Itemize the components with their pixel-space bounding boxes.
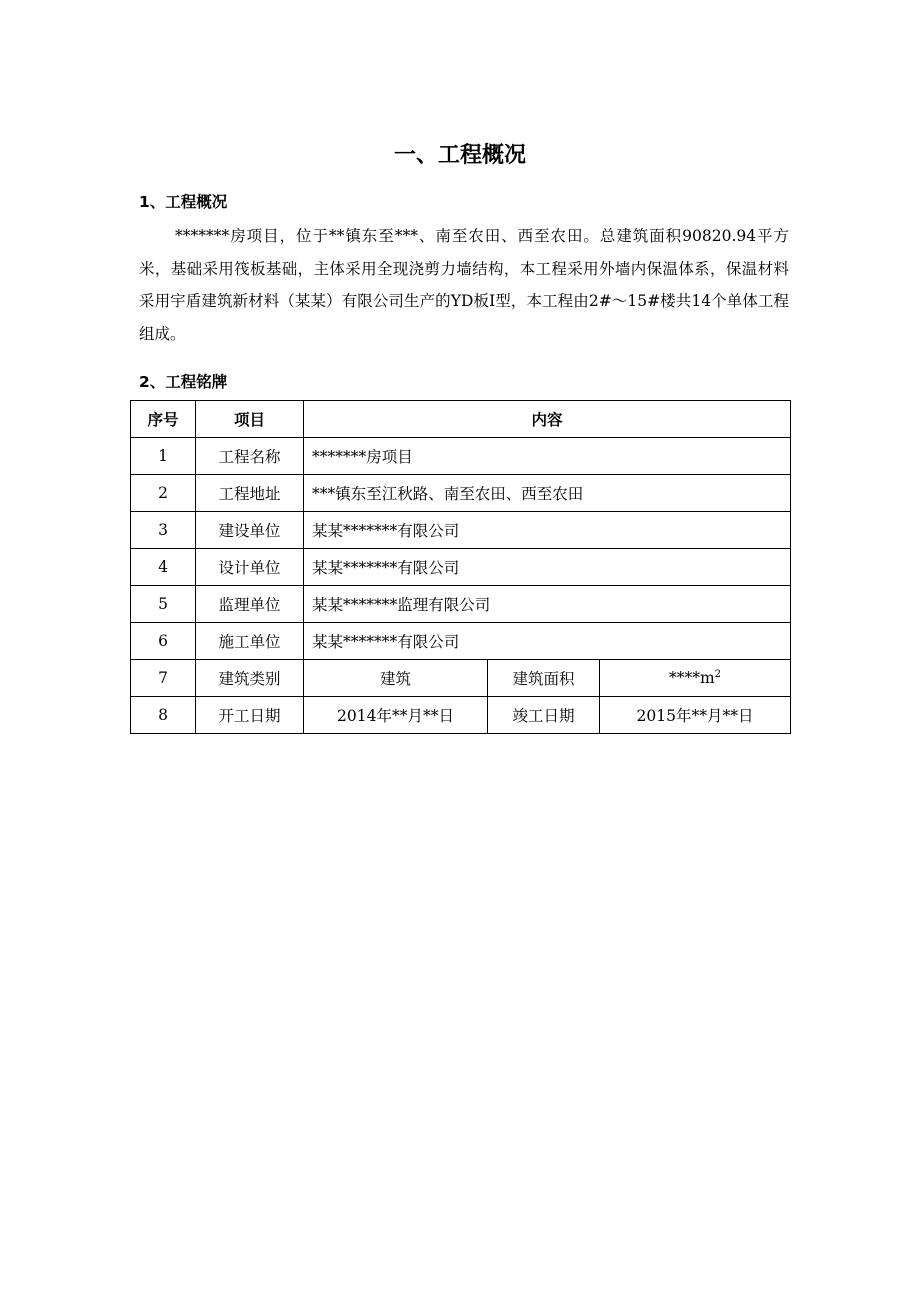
header-no: 序号: [131, 401, 196, 438]
row-no: 6: [131, 623, 196, 660]
table-row: [131, 623, 791, 660]
table-row: [131, 586, 791, 623]
row-content: 某某*******有限公司: [304, 512, 791, 549]
row-content: 某某*******有限公司: [304, 623, 791, 660]
table-row: [131, 697, 791, 734]
building-area-label: 建筑面积: [488, 660, 600, 697]
start-date-value: 2014年**月**日: [304, 697, 488, 734]
page-title: 一、工程概况: [393, 143, 526, 168]
row-item: 建筑类别: [196, 660, 304, 697]
row-no: 7: [131, 660, 196, 697]
building-area-number: ****m: [668, 669, 715, 688]
row-no: 4: [131, 549, 196, 586]
row-no: 3: [131, 512, 196, 549]
row-content: *******房项目: [304, 438, 791, 475]
table-row: [131, 512, 791, 549]
header-item: 项目: [196, 401, 304, 438]
row-content: 某某*******有限公司: [304, 549, 791, 586]
row-item: 工程地址: [196, 475, 304, 512]
area-unit-superscript: 2: [714, 668, 722, 680]
row-content: ***镇东至江秋路、南至农田、西至农田: [304, 475, 791, 512]
row-no: 5: [131, 586, 196, 623]
completion-date-value: 2015年**月**日: [600, 697, 791, 734]
table-row: [131, 660, 791, 697]
table-header-row: [131, 401, 791, 438]
building-area-value: [600, 660, 791, 697]
row-no: 1: [131, 438, 196, 475]
nameplate-table: [130, 400, 791, 734]
row-item: 建设单位: [196, 512, 304, 549]
row-content: 某某*******监理有限公司: [304, 586, 791, 623]
table-row: [131, 438, 791, 475]
row-item: 工程名称: [196, 438, 304, 475]
row-no: 8: [131, 697, 196, 734]
section-heading-nameplate: 2、工程铭牌: [139, 373, 228, 391]
row-item: 开工日期: [196, 697, 304, 734]
table-row: [131, 475, 791, 512]
completion-date-label: 竣工日期: [488, 697, 600, 734]
header-content: 内容: [304, 401, 791, 438]
overview-paragraph: *******房项目，位于**镇东至***、南至农田、西至农田。总建筑面积90820.94平方米，基础采用筏板基础，主体采用全现浇剪力墙结构，本工程采用外墙内保温体系，保温材料采用宇盾建筑新材料（某某）有限公司生产的YD板Ⅰ型，本工程由2#～15#楼共14个单体工程组成。: [139, 227, 789, 343]
section-heading-overview: 1、工程概况: [139, 193, 228, 211]
row-item: 设计单位: [196, 549, 304, 586]
building-category-value: 建筑: [304, 660, 488, 697]
row-item: 施工单位: [196, 623, 304, 660]
table-row: [131, 549, 791, 586]
row-no: 2: [131, 475, 196, 512]
row-item: 监理单位: [196, 586, 304, 623]
